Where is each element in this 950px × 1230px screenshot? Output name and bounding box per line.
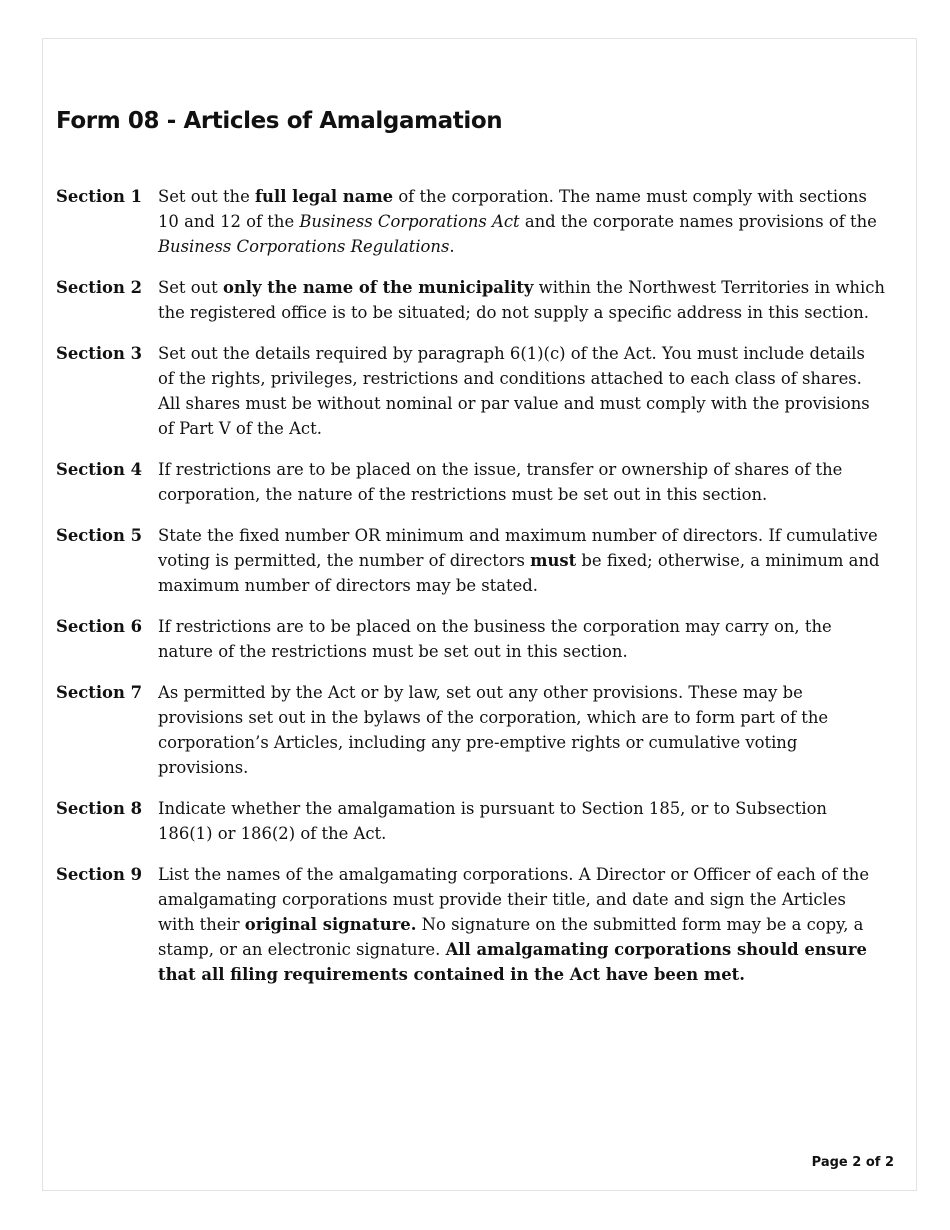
section-row [56,457,886,507]
section-row [56,862,886,987]
section-label: Section 2 [56,278,143,297]
section-label: Section 5 [56,526,143,545]
text-run: of the corporation. The name must comply with sections 10 and 12 of the [158,187,867,231]
section-text [158,680,886,780]
emphasis-bold-text: only the name of the municipality [222,278,534,297]
section-text [158,457,886,507]
section-label: Section 4 [56,460,143,479]
text-run: No signature on the submitted form may be a copy, a stamp, or an electronic signature. [158,915,864,959]
section-text [158,523,886,598]
section-row [56,680,886,780]
sections-list [56,184,886,1003]
section-row [56,796,886,846]
section-text [158,614,886,664]
text-run: Set out [158,278,223,297]
section-text [158,862,886,987]
text-run: If restrictions are to be placed on the issue, transfer or ownership of shares of the corporation, the nature of the restrictions must be set out in this section. [158,460,843,504]
page-number: Page 2 of 2 [811,1155,894,1170]
section-row [56,614,886,664]
section-label: Section 8 [56,799,143,818]
text-run: . [449,237,455,256]
emphasis-italic-text: Business Corporations Regulations [158,237,450,256]
section-label: Section 9 [56,865,143,884]
text-run: Indicate whether the amalgamation is pursuant to Section 185, or to Subsection 186(1) or 186(2) of the Act. [158,799,827,843]
section-text [158,184,886,259]
text-run: Set out the [158,187,255,206]
text-run: within the Northwest Territories in which the registered office is to be situated; do not supply a specific address in this section. [158,278,885,322]
text-run: Set out the details required by paragraph 6(1)(c) of the Act. You must include details of the rights, privileges, restrictions and conditions attached to each class of shares. All shares must be without nominal or par value and must comply with the provisions of Part V of the Act. [158,344,870,438]
section-row [56,341,886,441]
emphasis-bold-text: full legal name [255,187,394,206]
emphasis-bold-text: must [530,551,577,570]
section-label: Section 6 [56,617,143,636]
text-run: List the names of the amalgamating corporations. A Director or Officer of each of the amalgamating corporations must provide their title, and date and sign the Articles with their [158,865,870,934]
section-row [56,275,886,325]
section-row [56,184,886,259]
section-label: Section 3 [56,344,143,363]
text-run: If restrictions are to be placed on the business the corporation may carry on, the nature of the restrictions must be set out in this section. [158,617,832,661]
text-run: State the fixed number OR minimum and maximum number of directors. If cumulative voting is permitted, the number of directors [158,526,878,570]
section-text [158,341,886,441]
page-title: Form 08 - Articles of Amalgamation [56,108,503,134]
section-text [158,275,886,325]
text-run: and the corporate names provisions of the [519,212,877,231]
emphasis-italic-text: Business Corporations Act [299,212,520,231]
section-label: Section 7 [56,683,143,702]
section-label: Section 1 [56,187,143,206]
text-run: As permitted by the Act or by law, set out any other provisions. These may be provisions set out in the bylaws of the corporation, which are to form part of the corporation’s Articles, including any pre-emptive rights or cumulative voting provisions. [158,683,829,777]
emphasis-bold-text: original signature. [244,915,417,934]
emphasis-bold-text: All amalgamating corporations should ensure that all filing requirements contained in the Act have been met. [158,940,867,984]
section-text [158,796,886,846]
section-row [56,523,886,598]
text-run: be fixed; otherwise, a minimum and maximum number of directors may be stated. [158,551,880,595]
